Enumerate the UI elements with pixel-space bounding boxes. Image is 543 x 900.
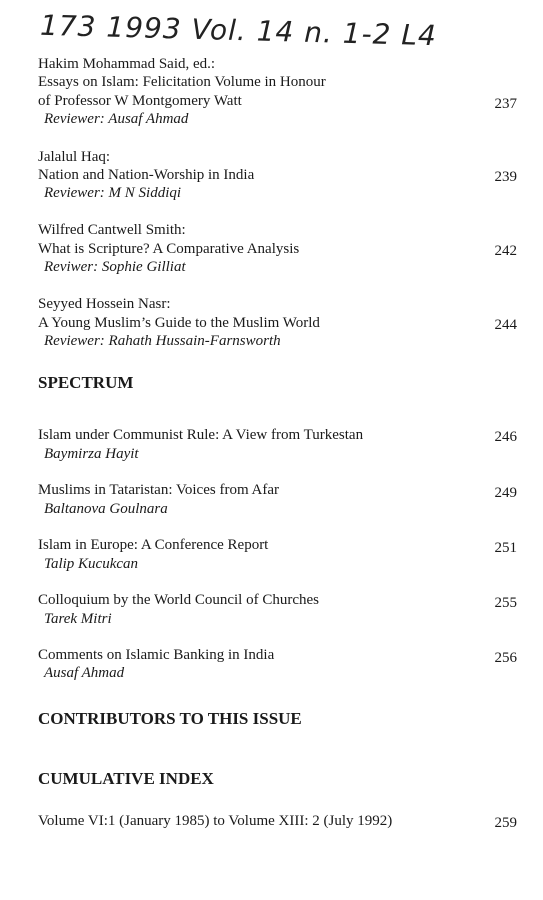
review-title: A Young Muslim’s Guide to the Muslim World — [38, 315, 320, 331]
page-number: 249 — [494, 485, 517, 501]
article-author: Tarek Mitri — [44, 611, 112, 627]
section-heading-contributors: CONTRIBUTORS TO THIS ISSUE — [38, 709, 302, 728]
reviewer: Reviewer: Rahath Hussain-Farnsworth — [44, 333, 281, 349]
article-author: Baltanova Goulnara — [44, 501, 168, 517]
review-author: Wilfred Cantwell Smith: — [38, 222, 186, 238]
page-number: 251 — [494, 540, 517, 556]
reviewer: Reviewer: Ausaf Ahmad — [44, 111, 189, 127]
cumulative-title: Volume VI:1 (January 1985) to Volume XIII: 2 (July 1992) — [38, 813, 393, 829]
review-author: Jalalul Haq: — [38, 149, 111, 165]
review-title: Essays on Islam: Felicitation Volume in Honour — [38, 74, 326, 90]
page-number: 244 — [494, 317, 517, 333]
page-number: 239 — [494, 169, 517, 185]
article-author: Ausaf Ahmad — [44, 665, 125, 681]
article-title: Muslims in Tataristan: Voices from Afar — [38, 482, 280, 498]
review-author: Seyyed Hossein Nasr: — [38, 296, 171, 312]
reviewer: Reviewer: M N Siddiqi — [44, 185, 182, 201]
page-number: 237 — [494, 96, 517, 112]
review-author: Hakim Mohammad Said, ed.: — [38, 56, 216, 72]
page-number: 256 — [494, 650, 517, 666]
page-number: 259 — [494, 815, 517, 831]
article-title: Comments on Islamic Banking in India — [38, 647, 275, 663]
page-number: 246 — [494, 429, 517, 445]
article-title: Islam in Europe: A Conference Report — [38, 537, 269, 553]
article-title: Islam under Communist Rule: A View from Turkestan — [38, 427, 364, 443]
section-heading-spectrum: SPECTRUM — [38, 373, 134, 392]
section-heading-cumulative-index: CUMULATIVE INDEX — [38, 769, 214, 788]
page-number: 255 — [494, 595, 517, 611]
reviewer: Reviwer: Sophie Gilliat — [44, 259, 186, 275]
article-author: Talip Kucukcan — [44, 556, 139, 572]
review-title: Nation and Nation-Worship in India — [38, 167, 255, 183]
review-title: What is Scripture? A Comparative Analysis — [38, 241, 300, 257]
article-author: Baymirza Hayit — [44, 446, 139, 462]
review-title: of Professor W Montgomery Watt — [38, 93, 242, 109]
article-title: Colloquium by the World Council of Churches — [38, 592, 319, 608]
page-number: 242 — [494, 243, 517, 259]
handwritten-note: 173 1993 Vol. 14 n. 1-2 L4 — [39, 8, 438, 53]
